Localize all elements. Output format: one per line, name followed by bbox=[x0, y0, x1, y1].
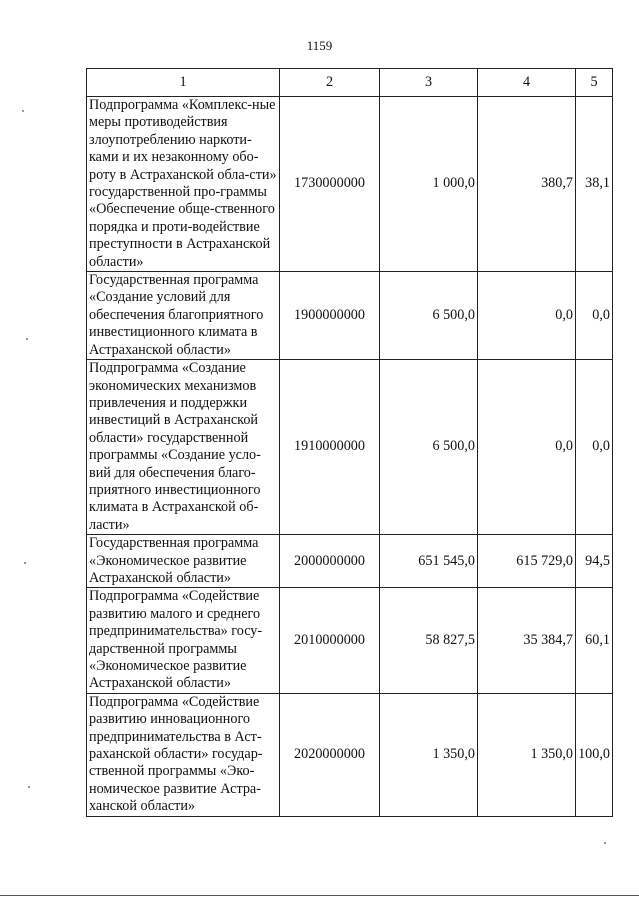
planned-amount-cell: 651 545,0 bbox=[380, 535, 478, 588]
column-header-5: 5 bbox=[576, 69, 613, 97]
planned-amount-cell: 1 350,0 bbox=[380, 693, 478, 816]
executed-amount-cell: 35 384,7 bbox=[478, 588, 576, 693]
table-header-row bbox=[87, 69, 613, 97]
program-name-cell: Подпрограмма «Создание экономических механизмов привлечения и поддержки инвестиций в Астраханской области» государственной программы «Создание усло-вий для обеспечения благо-приятного инвестиционного климата в Астраханской об-ласти» bbox=[87, 360, 280, 535]
program-name-cell: Государственная программа «Создание условий для обеспечения благоприятного инвестиционного климата в Астраханской области» bbox=[87, 272, 280, 360]
table-row bbox=[87, 588, 613, 693]
execution-percent-cell: 100,0 bbox=[576, 693, 613, 816]
program-name-cell: Подпрограмма «Содействие развитию инновационного предпринимательства в Аст-раханской области» государ-ственной программы «Эко-номическое развитие Астра-ханской области» bbox=[87, 693, 280, 816]
execution-percent-cell: 38,1 bbox=[576, 97, 613, 272]
program-name-cell: Подпрограмма «Содействие развитию малого и среднего предпринимательства» госу-дарственной программы «Экономическое развитие Астраханской области» bbox=[87, 588, 280, 693]
table-row bbox=[87, 693, 613, 816]
planned-amount-cell: 58 827,5 bbox=[380, 588, 478, 693]
table-row bbox=[87, 535, 613, 588]
program-code-cell: 1900000000 bbox=[280, 272, 380, 360]
column-header-2: 2 bbox=[280, 69, 380, 97]
table-row bbox=[87, 360, 613, 535]
column-header-4: 4 bbox=[478, 69, 576, 97]
execution-percent-cell: 0,0 bbox=[576, 360, 613, 535]
table-row bbox=[87, 272, 613, 360]
page-number: 1159 bbox=[306, 38, 333, 53]
program-code-cell: 2010000000 bbox=[280, 588, 380, 693]
scan-speck bbox=[24, 562, 26, 564]
program-name-cell: Государственная программа «Экономическое развитие Астраханской области» bbox=[87, 535, 280, 588]
executed-amount-cell: 0,0 bbox=[478, 360, 576, 535]
scan-speck bbox=[604, 842, 606, 844]
program-code-cell: 1910000000 bbox=[280, 360, 380, 535]
bottom-edge-line bbox=[0, 895, 639, 896]
planned-amount-cell: 6 500,0 bbox=[380, 272, 478, 360]
program-code-cell: 1730000000 bbox=[280, 97, 380, 272]
program-code-cell: 2000000000 bbox=[280, 535, 380, 588]
column-header-3: 3 bbox=[380, 69, 478, 97]
execution-percent-cell: 60,1 bbox=[576, 588, 613, 693]
scan-speck bbox=[26, 338, 28, 340]
executed-amount-cell: 1 350,0 bbox=[478, 693, 576, 816]
scan-speck bbox=[22, 110, 24, 112]
planned-amount-cell: 6 500,0 bbox=[380, 360, 478, 535]
executed-amount-cell: 0,0 bbox=[478, 272, 576, 360]
executed-amount-cell: 615 729,0 bbox=[478, 535, 576, 588]
program-code-cell: 2020000000 bbox=[280, 693, 380, 816]
execution-percent-cell: 94,5 bbox=[576, 535, 613, 588]
program-name-cell: Подпрограмма «Комплекс-ные меры противодействия злоупотреблению наркоти-ками и их незаконному обо-роту в Астраханской обла-сти» государственной про-граммы «Обеспечение обще-ственного порядка и проти-водействие преступности в Астраханской области» bbox=[87, 97, 280, 272]
column-header-1: 1 bbox=[87, 69, 280, 97]
scan-speck bbox=[28, 786, 30, 788]
table-row bbox=[87, 97, 613, 272]
executed-amount-cell: 380,7 bbox=[478, 97, 576, 272]
execution-percent-cell: 0,0 bbox=[576, 272, 613, 360]
budget-table bbox=[86, 68, 613, 817]
planned-amount-cell: 1 000,0 bbox=[380, 97, 478, 272]
